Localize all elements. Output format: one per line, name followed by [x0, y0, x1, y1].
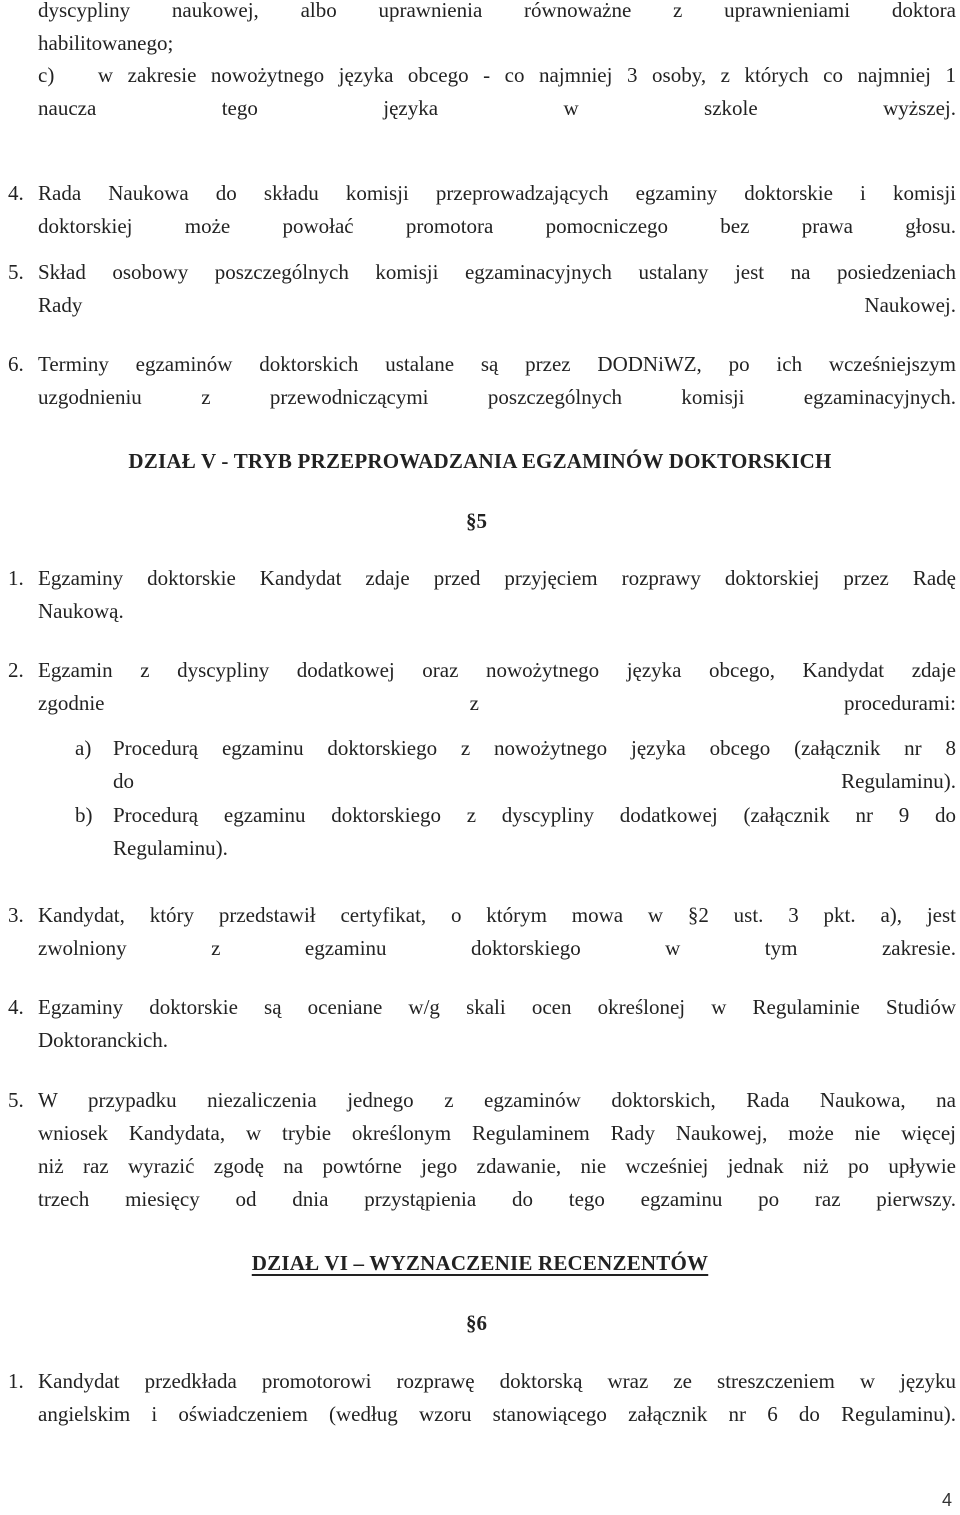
section-heading: DZIAŁ V - TRYB PRZEPROWADZANIA EGZAMINÓW DOKTORSKICH [128, 449, 832, 473]
paragraph-sign: §6 [466, 1311, 487, 1335]
sub-item-label: b) [75, 803, 93, 827]
text-line: Egzamin z dyscypliny dodatkowej oraz nowożytnego języka obcego, Kandydat zdaje [38, 658, 956, 682]
list-item [38, 562, 956, 628]
paragraph-sign: §5 [466, 509, 487, 533]
page-number: 4 [941, 1490, 952, 1510]
text-line: doktorskiej może powołać promotora pomocniczego bez prawa głosu. [38, 214, 956, 238]
item-number: 1. [8, 1369, 24, 1393]
item-number: 4. [8, 995, 24, 1019]
text-line: Kandydat przedkłada promotorowi rozprawę doktorską wraz ze streszczeniem w języku [38, 1369, 956, 1393]
text-line: uzgodnieniu z przewodniczącymi poszczególnych komisji egzaminacyjnych. [38, 385, 956, 409]
text-line: Rada Naukowa do składu komisji przeprowadzających egzaminy doktorskie i komisji [38, 181, 956, 205]
text-line: W przypadku niezaliczenia jednego z egzaminów doktorskich, Rada Naukowa, na [38, 1088, 956, 1112]
text-line: naucza tego języka w szkole wyższej. [38, 96, 956, 120]
text-line: dyscypliny naukowej, albo uprawnienia równoważne z uprawnieniami doktora [38, 0, 956, 22]
item-number: 5. [8, 1088, 24, 1112]
item-number: 2. [8, 658, 24, 682]
list-item [38, 348, 956, 414]
text-line: niż raz wyrazić zgodę na powtórne jego zdawanie, nie wcześniej jednak niż po upływie [38, 1154, 956, 1178]
section-heading-text: DZIAŁ VI – WYZNACZENIE RECENZENTÓW [251, 1251, 709, 1275]
text-line: Kandydat, który przedstawił certyfikat, o którym mowa w §2 ust. 3 pkt. a), jest [38, 903, 956, 927]
item-number: 5. [8, 260, 24, 284]
text-line: Regulaminu). [113, 836, 228, 860]
sub-list-item [113, 732, 956, 798]
list-item [38, 654, 956, 720]
text-line: trzech miesięcy od dnia przystąpienia do tego egzaminu po raz pierwszy. [38, 1187, 956, 1211]
text-line: wniosek Kandydata, w trybie określonym Regulaminem Rady Naukowej, może nie więcej [38, 1121, 956, 1145]
item-number: 3. [8, 903, 24, 927]
text-line: Skład osobowy poszczególnych komisji egzaminacyjnych ustalany jest na posiedzeniach [38, 260, 956, 284]
text-line: zgodnie z procedurami: [38, 691, 956, 715]
sub-list-item [113, 799, 956, 865]
list-item [38, 1365, 956, 1431]
text-line: Rady Naukowej. [38, 293, 956, 317]
text-line: Doktoranckich. [38, 1028, 169, 1052]
text-line: Procedurą egzaminu doktorskiego z dyscypliny dodatkowej (załącznik nr 9 do [113, 803, 956, 827]
text-line: Egzaminy doktorskie Kandydat zdaje przed przyjęciem rozprawy doktorskiej przez Radę [38, 566, 956, 590]
text-line: angielskim i oświadczeniem (według wzoru stanowiącego załącznik nr 6 do Regulaminu). [38, 1402, 956, 1426]
list-item [38, 899, 956, 965]
text-line: Egzaminy doktorskie są oceniane w/g skali ocen określonej w Regulaminie Studiów [38, 995, 956, 1019]
text-line: do Regulaminu). [113, 769, 956, 793]
text-line: zwolniony z egzaminu doktorskiego w tym zakresie. [38, 936, 956, 960]
text-line: Naukową. [38, 599, 124, 623]
list-item-c [38, 59, 956, 125]
text-line: Procedurą egzaminu doktorskiego z nowożytnego języka obcego (załącznik nr 8 [113, 736, 956, 760]
text-line [38, 59, 956, 92]
text-line: habilitowanego; [38, 31, 174, 55]
list-item [38, 256, 956, 322]
item-label: c) [38, 63, 55, 87]
list-item [38, 991, 956, 1057]
item-text: w zakresie nowożytnego języka obcego - co najmniej 3 osoby, z których co najmniej 1 [97, 63, 956, 87]
sub-item-label: a) [75, 736, 92, 760]
list-item [38, 1084, 956, 1216]
continuation-paragraph [38, 0, 956, 60]
item-number: 6. [8, 352, 24, 376]
list-item [38, 177, 956, 243]
item-number: 4. [8, 181, 24, 205]
section-heading [0, 1247, 960, 1280]
text-line: Terminy egzaminów doktorskich ustalane są przez DODNiWZ, po ich wcześniejszym [38, 352, 956, 376]
item-number: 1. [8, 566, 24, 590]
